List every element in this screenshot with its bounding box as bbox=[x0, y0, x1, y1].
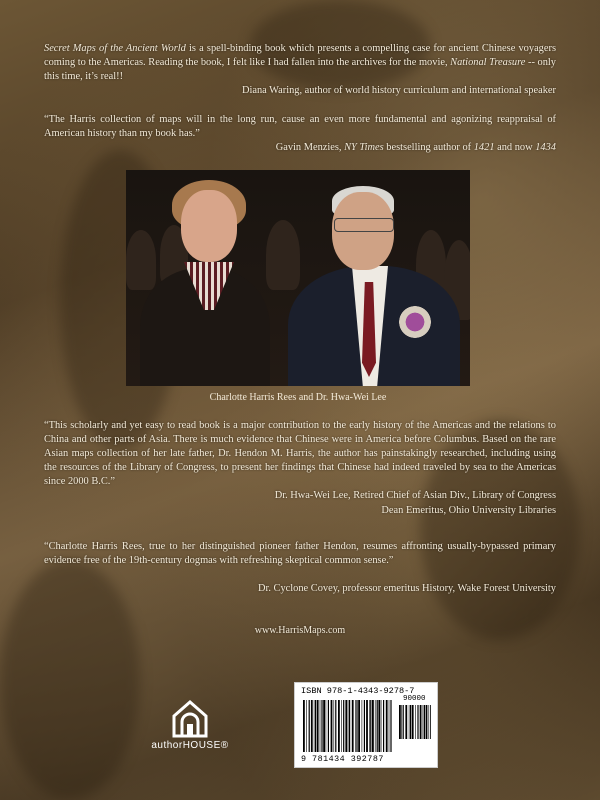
glasses bbox=[334, 218, 394, 232]
quote-text: -- only this time, it’s real!! bbox=[44, 57, 556, 82]
price-code: 90000 bbox=[403, 695, 426, 703]
barcode-bars bbox=[303, 700, 393, 752]
book-title: 1421 bbox=[473, 142, 495, 153]
quote-covey: “Charlotte Harris Rees, true to her distinguished pioneer father Hendon, resumes affronting usually-bypassed primary evidence free of the 19th-century dogmas with refreshing skeptical common sense.” bbox=[44, 541, 556, 566]
corsage bbox=[398, 302, 432, 342]
quote-attribution bbox=[44, 141, 556, 155]
quote-attribution: Dr. Hwa-Wei Lee, Retired Chief of Asian Div., Library of Congress bbox=[274, 490, 556, 501]
isbn-digits: 9 781434 392787 bbox=[301, 754, 384, 764]
quote-text: is a spell-binding book which presents a compelling case for ancient Chinese voyagers coming to the Americas. Reading the book, I felt like I had fallen into the archives for the movie, bbox=[44, 43, 556, 68]
price-barcode-bars bbox=[399, 705, 431, 739]
background-person bbox=[266, 220, 300, 290]
isbn-label: ISBN 978-1-4343-9278-7 bbox=[301, 686, 415, 696]
quote-menzies: “The Harris collection of maps will in the long run, cause an even more fundamental and agonizing reappraisal of American history than my book has.” bbox=[44, 114, 556, 139]
author-photo bbox=[126, 170, 470, 386]
photo-caption: Charlotte Harris Rees and Dr. Hwa-Wei Lee bbox=[209, 392, 387, 403]
quote-attribution: Dr. Cyclone Covey, professor emeritus History, Wake Forest University bbox=[257, 583, 556, 594]
website-link[interactable]: www.HarrisMaps.com bbox=[254, 625, 346, 636]
movie-title: National Treasure bbox=[450, 57, 526, 68]
quote-waring bbox=[44, 42, 556, 84]
quote-attribution: Dean Emeritus, Ohio University Libraries bbox=[381, 505, 556, 516]
publisher-logo bbox=[146, 698, 234, 751]
attribution-text: and now bbox=[494, 142, 536, 153]
house-logo-icon bbox=[170, 698, 210, 738]
book-title: 1434 bbox=[535, 142, 556, 153]
background-person bbox=[126, 230, 156, 290]
isbn-barcode bbox=[294, 682, 438, 768]
book-title: Secret Maps of the Ancient World bbox=[44, 43, 186, 54]
publisher-name: authorHOUSE® bbox=[151, 740, 229, 751]
quote-attribution: Diana Waring, author of world history curriculum and international speaker bbox=[241, 85, 556, 96]
newspaper-title: NY Times bbox=[344, 142, 384, 153]
quote-lee: “This scholarly and yet easy to read book is a major contribution to the early history of the Americas and the relations to China and other parts of Asia. There is much evidence that Chinese were in America before Columbus. Based on the rare Asian maps collection of her late father, Dr. Hendon M. Harris, the author has painstakingly researched, including using the resources of the Library of Congress, to present her findings that Chinese had indeed traveled by sea to the Americas since 2000 B.C.” bbox=[44, 420, 556, 487]
texture-vein bbox=[0, 560, 140, 800]
attribution-text: Gavin Menzies, bbox=[275, 142, 345, 153]
attribution-text: bestselling author of bbox=[383, 142, 474, 153]
woman-face bbox=[181, 190, 237, 262]
